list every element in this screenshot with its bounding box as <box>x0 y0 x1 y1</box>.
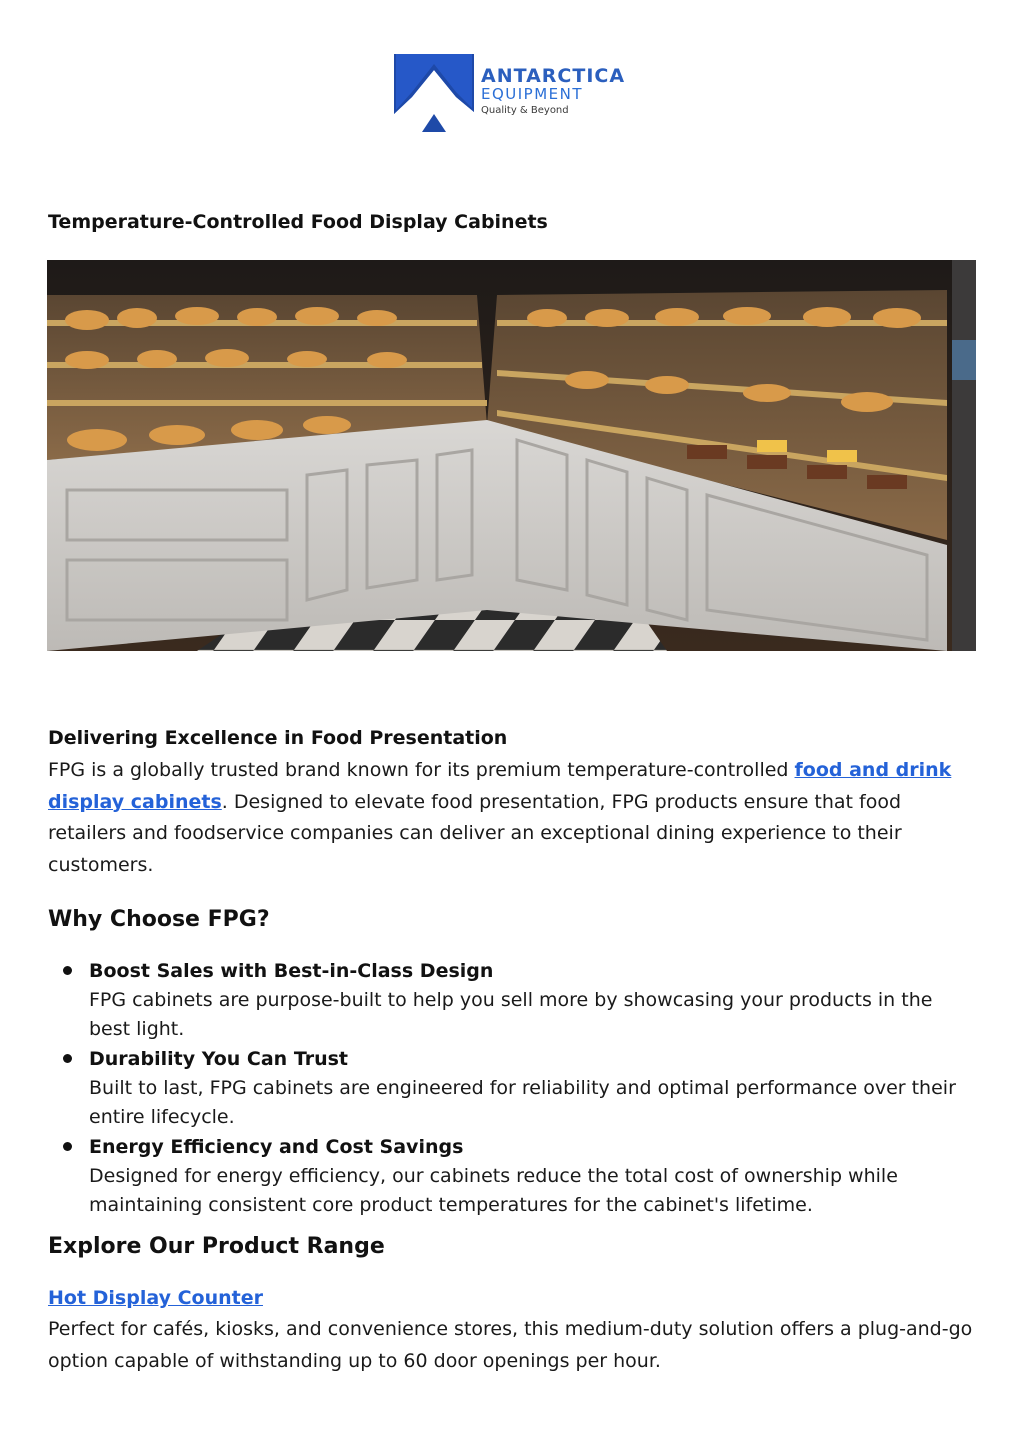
bullet-icon <box>63 1142 72 1151</box>
hot-display-counter-link[interactable]: Hot Display Counter <box>48 1287 263 1309</box>
list-item <box>48 1133 978 1220</box>
intro-text-before: FPG is a globally trusted brand known for its premium temperature-controlled <box>48 759 795 781</box>
bullet-icon <box>63 966 72 975</box>
cabinets-link[interactable]: food and drink display cabinets <box>48 759 952 813</box>
hero-image <box>47 260 976 651</box>
list-item-title: Boost Sales with Best-in-Class Design <box>89 960 494 982</box>
logo-brand: ANTARCTICA <box>481 65 626 87</box>
list-item-title: Durability You Can Trust <box>89 1048 348 1070</box>
mountain-logo-icon <box>394 52 474 134</box>
intro-heading: Delivering Excellence in Food Presentation <box>48 727 508 749</box>
why-list <box>48 957 978 1220</box>
list-item <box>48 1045 978 1132</box>
intro-text-after: . Designed to elevate food presentation, FPG products ensure that food retailers and foodservice companies can deliver an exceptional dining experience to their customers. <box>48 790 902 876</box>
list-item-text: Designed for energy efficiency, our cabinets reduce the total cost of ownership while maintaining consistent core product temperatures for the cabinet's lifetime. <box>89 1165 898 1216</box>
bullet-icon <box>63 1054 72 1063</box>
list-item-title: Energy Efficiency and Cost Savings <box>89 1136 464 1158</box>
list-item <box>48 957 978 1044</box>
brand-logo <box>394 52 634 134</box>
product-description: Perfect for cafés, kiosks, and convenience stores, this medium-duty solution offers a plug-and-go option capable of withstanding up to 60 door openings per hour. <box>48 1318 973 1372</box>
logo-tagline: Quality & Beyond <box>481 105 569 116</box>
list-item-text: Built to last, FPG cabinets are engineered for reliability and optimal performance over their entire lifecycle. <box>89 1077 956 1128</box>
list-item-text: FPG cabinets are purpose-built to help you sell more by showcasing your products in the best light. <box>89 989 933 1040</box>
document-title: Temperature-Controlled Food Display Cabinets <box>48 211 548 233</box>
why-heading: Why Choose FPG? <box>48 907 270 932</box>
range-heading: Explore Our Product Range <box>48 1234 385 1259</box>
logo-sub: EQUIPMENT <box>481 85 584 103</box>
intro-paragraph <box>48 755 978 881</box>
